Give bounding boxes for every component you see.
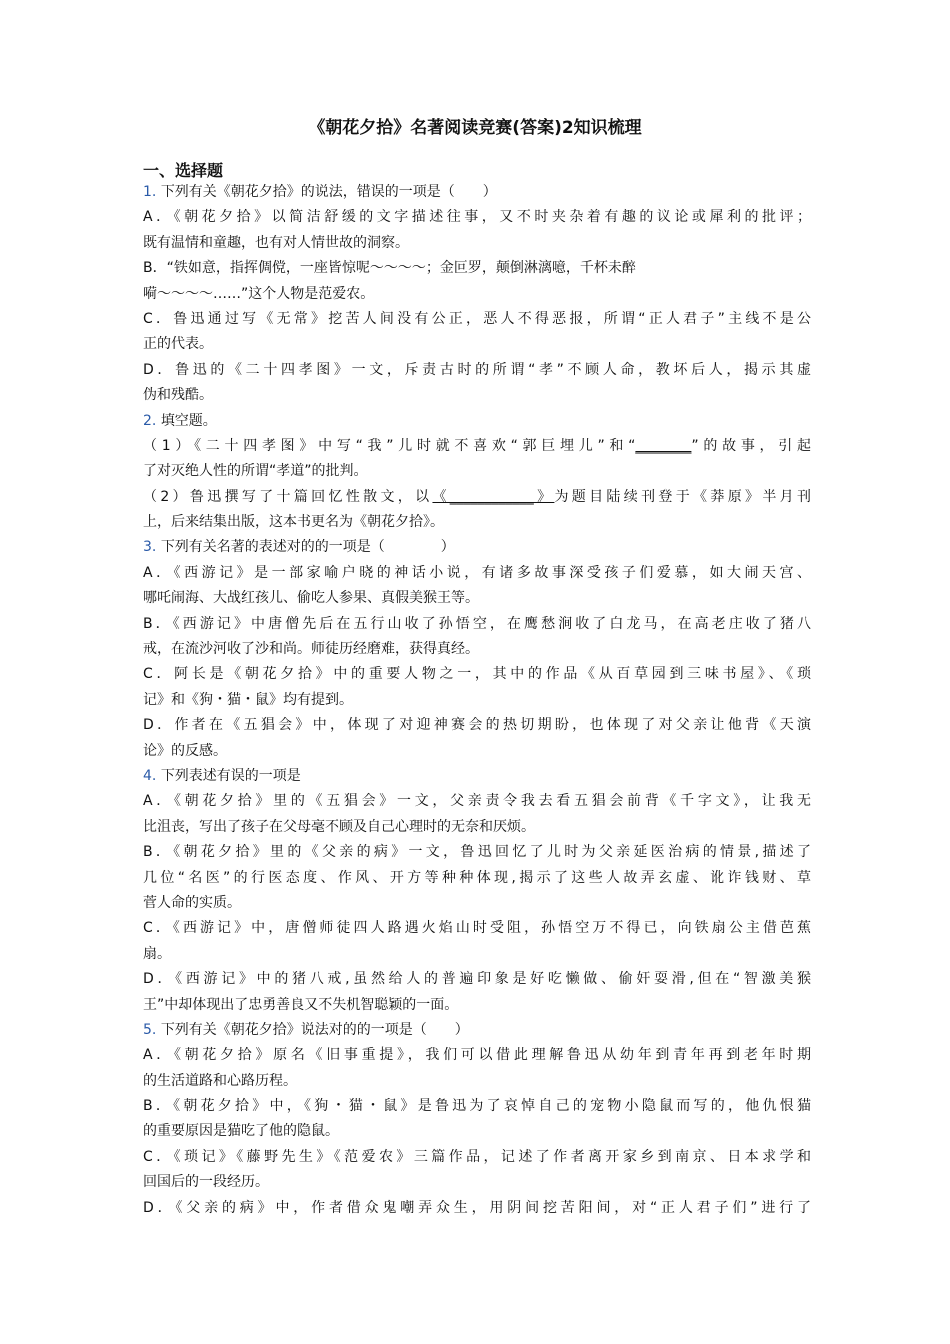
option-line: B．《朝花夕拾》里的《父亲的病》一文，鲁迅回忆了儿时为父亲延医治病的情景,描述了 (143, 844, 811, 861)
fill-blank-line (143, 434, 811, 459)
option-line: D．鲁迅的《二十四孝图》一文，斥责古时的所谓“孝”不顾人命，教坏后人，揭示其虚 (143, 361, 811, 378)
question-number: 2. (143, 412, 157, 429)
option-line: D．《西游记》中的猪八戒,虽然给人的普遍印象是好吃懒做、偷奸耍滑,但在“智激美猴 (143, 971, 811, 988)
text-line: 哪吒闹海、大战红孩儿、偷吃人参果、真假美猴王等。 (143, 590, 479, 607)
question-line (143, 409, 811, 434)
blank-prefix: （1）《二十四孝图》中写“我”儿时就不喜欢“郭巨埋儿”和“ (143, 437, 636, 454)
text-line: 几位“名医”的行医态度、作风、开方等种种体现,揭示了这些人故弄玄虚、讹诈钱财、草 (143, 869, 811, 886)
text-line: 回国后的一段经历。 (143, 1174, 269, 1191)
answer-blank: ________ (635, 437, 692, 454)
text-line: 上，后来结集出版，这本书更名为《朝花夕拾》。 (143, 514, 444, 531)
fill-blank-line (143, 485, 811, 510)
question-number: 5. (143, 1021, 157, 1038)
question-number: 4. (143, 767, 157, 784)
text-line: 的生活道路和心路历程。 (143, 1072, 297, 1089)
question-number: 1. (143, 184, 157, 200)
text-line: 菅人命的实质。 (143, 894, 241, 911)
option-line: B．《西游记》中唐僧先后在五行山收了孙悟空，在鹰愁涧收了白龙马，在高老庄收了猪八 (143, 615, 811, 632)
question-text: 下列表述有误的一项是 (160, 767, 301, 784)
text-line: 了对灭绝人性的所谓“孝道”的批判。 (143, 463, 368, 480)
option-line: D．作者在《五猖会》中，体现了对迎神赛会的热切期盼，也体现了对父亲让他背《天演 (143, 717, 811, 734)
text-line: 论》的反感。 (143, 742, 227, 759)
option-line: C．阿长是《朝花夕拾》中的重要人物之一，其中的作品《从百草园到三味书屋》、《琐 (143, 666, 811, 683)
option-line: C．《西游记》中，唐僧师徒四人路遇火焰山时受阻，孙悟空万不得已，向铁扇公主借芭蕉 (143, 920, 811, 937)
option-line: B．《朝花夕拾》中，《狗・猫・鼠》是鲁迅为了哀悼自己的宠物小隐鼠而写的，他仇恨猫 (143, 1098, 811, 1115)
option-line: C．《琐记》《藤野先生》《范爱农》三篇作品，记述了作者离开家乡到南京、日本求学和 (143, 1148, 811, 1165)
page-title: 《朝花夕拾》名著阅读竞赛(答案)2知识梳理 (308, 118, 642, 138)
blank-suffix: 为题目陆续刊登于《莽原》半月刊 (554, 488, 811, 505)
option-line: A．《朝花夕拾》以简洁舒缓的文字描述往事，又不时夹杂着有趣的议论或犀利的批评； (143, 209, 811, 226)
option-line: B．“铁如意，指挥倜傥，一座皆惊呢～～～～；金叵罗，颠倒淋漓噫，千杯未醉 (143, 260, 636, 277)
question-number: 3. (143, 539, 157, 556)
text-line: 戒，在流沙河收了沙和尚。师徒历经磨难，获得真经。 (143, 641, 479, 658)
text-line: 既有温情和童趣，也有对人情世故的洞察。 (143, 234, 409, 251)
question-line (143, 180, 811, 205)
option-line: A．《朝花夕拾》原名《旧事重提》，我们可以借此理解鲁迅从幼年到青年再到老年时期 (143, 1047, 811, 1064)
text-line: 的重要原因是猫吃了他的隐鼠。 (143, 1123, 339, 1140)
text-line: 正的代表。 (143, 336, 213, 353)
option-line: A．《西游记》是一部家喻户晓的神话小说，有诸多故事深受孩子们爱慕，如大闹天宫、 (143, 564, 811, 581)
blank-prefix: （2）鲁迅撰写了十篇回忆性散文，以 (143, 488, 433, 505)
text-line: 记》和《狗・猫・鼠》均有提到。 (143, 691, 353, 708)
question-line (143, 764, 811, 789)
option-line: C．鲁迅通过写《无常》挖苦人间没有公正，恶人不得恶报，所谓“正人君子”主线不是公 (143, 310, 811, 327)
text-line: 扇。 (143, 945, 171, 962)
answer-blank: 《____________》 (432, 488, 555, 505)
question-text: 下列有关《朝花夕拾》的说法，错误的一项是（ ） (160, 184, 497, 200)
text-line: 比沮丧，写出了孩子在父母毫不顾及自己心理时的无奈和厌烦。 (143, 818, 535, 835)
question-line (143, 535, 811, 560)
text-line: 王”中却体现出了忠勇善良又不失机智聪颖的一面。 (143, 996, 459, 1013)
option-line: A．《朝花夕拾》里的《五猖会》一文，父亲责令我去看五猖会前背《千字文》，让我无 (143, 793, 811, 810)
question-line (143, 1018, 811, 1043)
question-text: 下列有关《朝花夕拾》说法对的的一项是（ ） (160, 1021, 469, 1038)
text-line: 伪和残酷。 (143, 387, 213, 404)
section-heading: 一、选择题 (143, 161, 224, 180)
question-text: 下列有关名著的表述对的的一项是（ ） (160, 539, 455, 556)
blank-suffix: ”的故事，引起 (691, 437, 811, 454)
document-body (143, 180, 811, 1221)
text-line: 嗬～～～～……”这个人物是范爱农。 (143, 285, 375, 302)
option-line: D．《父亲的病》中，作者借众鬼嘲弄众生，用阴间挖苦阳间，对“正人君子们”进行了 (143, 1199, 811, 1216)
question-text: 填空题。 (160, 412, 217, 429)
